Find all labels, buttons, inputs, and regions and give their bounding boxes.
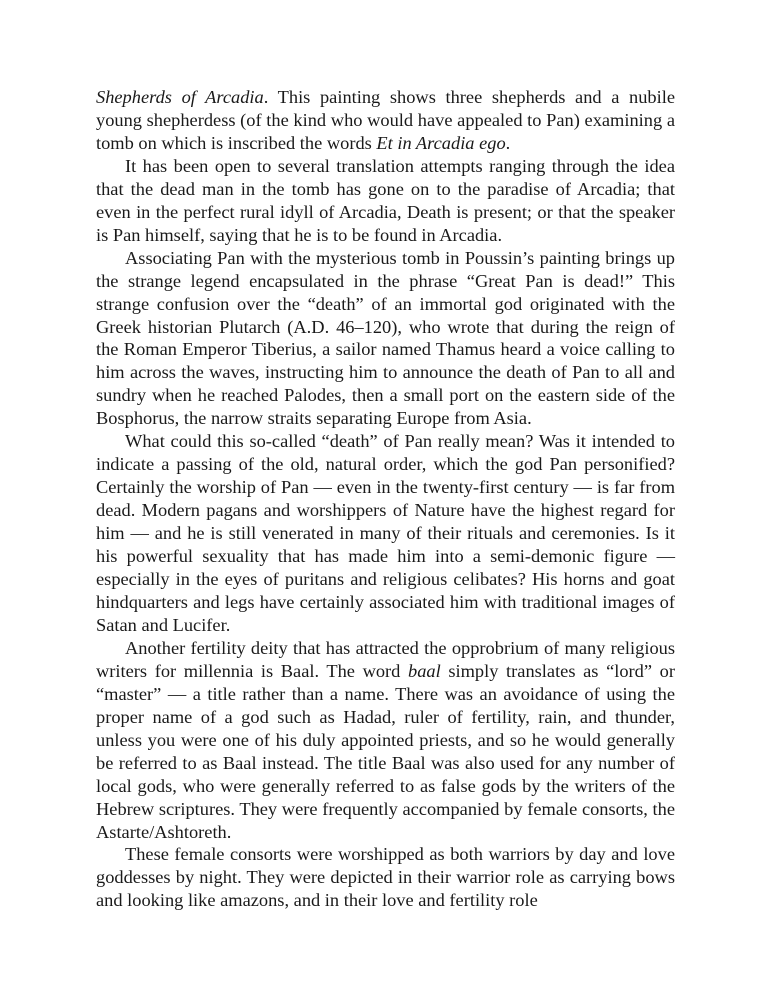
paragraph-5 <box>96 637 675 844</box>
painting-title-italic: Shepherds of Arcadia <box>96 87 264 107</box>
paragraph-text: Another fertility deity that has attracted the opprobrium of many religious writers for millennia is Baal. The word <box>96 637 675 681</box>
inscription-italic: Et in Arcadia ego <box>376 132 506 153</box>
paragraph-text: . <box>505 132 511 153</box>
paragraph-2 <box>96 155 675 247</box>
paragraph-text: What could this so-called “death” of Pan really mean? Was it intended to indicate a passing of the old, natural order, which the god Pan personified? Certainly the worship of Pan — even in the twenty-first century — is far from dead. Modern pagans and worshippers of Nature have the highest regard for him — and he is still venerated in many of their rituals and ceremonies. Is it his powerful sexuality that has made him into a semi-demonic figure — especially in the eyes of puritans and religious celibates? His horns and goat hindquarters and legs have certainly associated him with traditional images of Satan and Lucifer. <box>96 431 675 635</box>
paragraph-text: Associating Pan with the mysterious tomb in Poussin’s painting brings up the strange legend encapsulated in the phrase “Great Pan is dead!” This strange confusion over the “death” of an immortal god originated with the Greek historian Plutarch (A.D. 46–120), who wrote that during the reign of the Roman Emperor Tiberius, a sailor named Thamus heard a voice calling to him across the waves, instructing him to announce the death of Pan to all and sundry when he reached Palodes, then a small port on the eastern side of the Bosphorus, the narrow straits separating Europe from Asia. <box>96 247 675 429</box>
paragraph-text: It has been open to several translation attempts ranging through the idea that the dead man in the tomb has gone on to the paradise of Arcadia; that even in the perfect rural idyll of Arcadia, Death is present; or that the speaker is Pan himself, saying that he is to be found in Arcadia. <box>96 155 675 245</box>
paragraph-4 <box>96 430 675 637</box>
paragraph-text: These female consorts were worshipped as both warriors by day and love goddesses by night. They were depicted in their warrior role as carrying bows and looking like amazons, and in their love and fertility role <box>96 844 675 911</box>
paragraph-text: simply translates as “lord” or “master” — a title rather than a name. There was an avoidance of using the proper name of a god such as Hadad, ruler of fertility, rain, and thunder, unless you were one of his duly appointed priests, and so he would generally be referred to as Baal instead. The title Baal was also used for any number of local gods, who were generally referred to as false gods by the writers of the Hebrew scriptures. They were frequently accompanied by female consorts, the Astarte/Ashtoreth. <box>96 660 675 842</box>
paragraph-3 <box>96 247 675 431</box>
page-body <box>96 86 675 912</box>
paragraph-1 <box>96 86 675 155</box>
baal-word-italic: baal <box>408 660 441 681</box>
paragraph-text: . This painting shows three shepherds and a nubile young shepherdess (of the kind who would have appealed to Pan) examining a tomb on which is inscribed the words <box>96 87 676 153</box>
paragraph-6 <box>96 843 675 912</box>
